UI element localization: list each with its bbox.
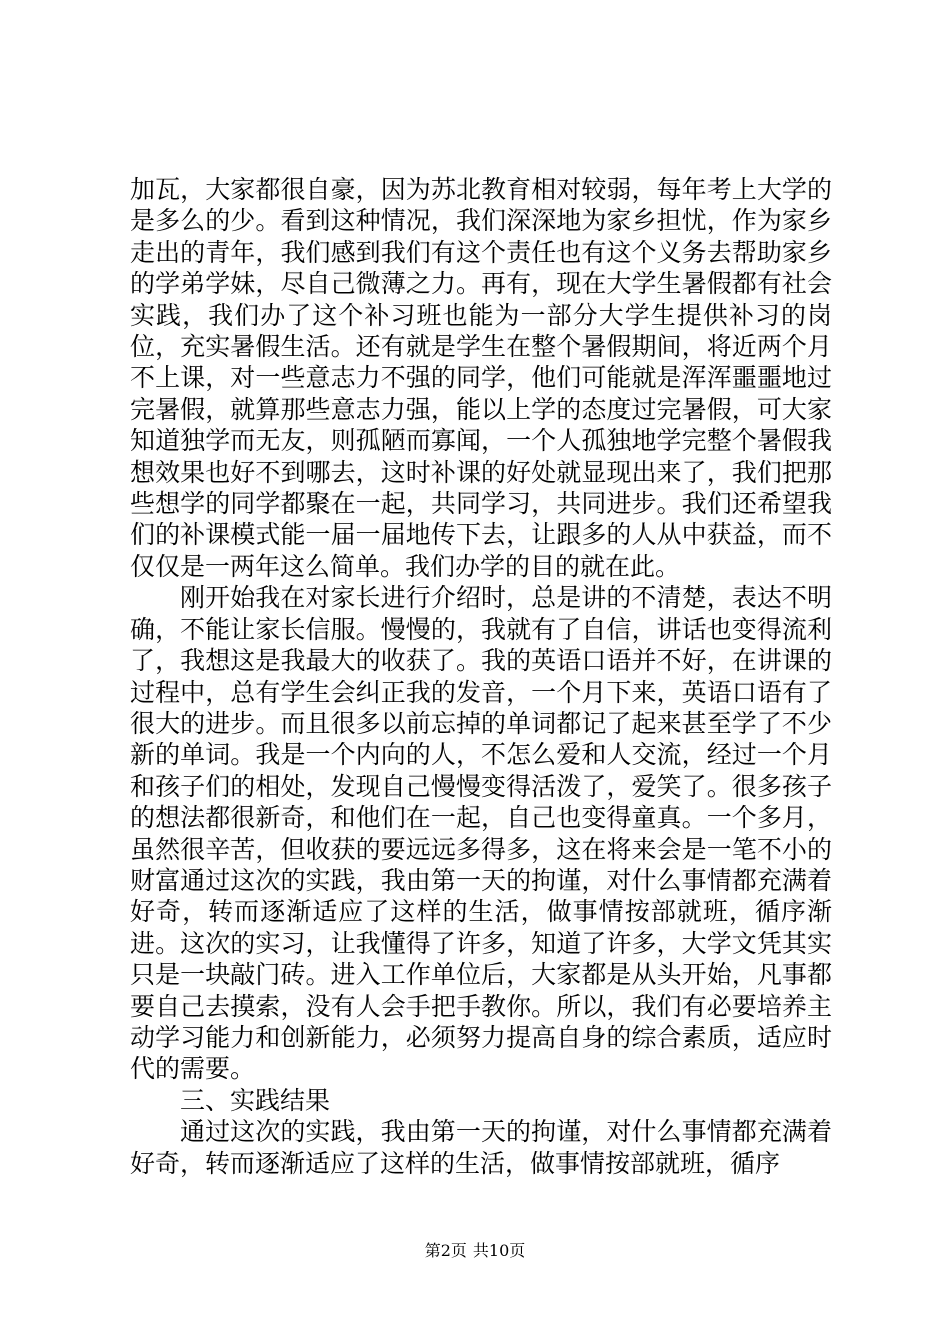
page-number: 第2页 [424, 1241, 467, 1260]
paragraph-results: 通过这次的实践，我由第一天的拘谨，对什么事情都充满着好奇，转而逐渐适应了这样的生活，做事情按部就班，循序 [130, 1117, 832, 1178]
paragraph-continuation: 加瓦，大家都很自豪，因为苏北教育相对较弱，每年考上大学的是多么的少。看到这种情况，我们深深地为家乡担忧，作为家乡走出的青年，我们感到我们有这个责任也有这个义务去帮助家乡的学弟学妹，尽自己微薄之力。再有，现在大学生暑假都有社会实践，我们办了这个补习班也能为一部分大学生提供补习的岗位，充实暑假生活。还有就是学生在整个暑假期间，将近两个月不上课，对一些意志力不强的同学，他们可能就是浑浑噩噩地过完暑假，就算那些意志力强，能以上学的态度过完暑假，可大家知道独学而无友，则孤陋而寡闻，一个人孤独地学完整个暑假我想效果也好不到哪去，这时补课的好处就显现出来了，我们把那些想学的同学都聚在一起，共同学习，共同进步。我们还希望我们的补课模式能一届一届地传下去，让跟多的人从中获益，而不仅仅是一两年这么简单。我们办学的目的就在此。 [130, 175, 832, 581]
page-footer [0, 1241, 950, 1261]
page-total: 共10页 [472, 1241, 526, 1260]
document-body [130, 174, 832, 1179]
paragraph-experience: 刚开始我在对家长进行介绍时，总是讲的不清楚，表达不明确，不能让家长信服。慢慢的，我就有了自信，讲话也变得流利了，我想这是我最大的收获了。我的英语口语并不好，在讲课的过程中，总有学生会纠正我的发音，一个月下来，英语口语有了很大的进步。而且很多以前忘掉的单词都记了起来甚至学了不少新的单词。我是一个内向的人，不怎么爱和人交流，经过一个月和孩子们的相处，发现自己慢慢变得活泼了，爱笑了。很多孩子的想法都很新奇，和他们在一起，自己也变得童真。一个多月，虽然很辛苦，但收获的要远远多得多，这在将来会是一笔不小的财富通过这次的实践，我由第一天的拘谨，对什么事情都充满着好奇，转而逐渐适应了这样的生活，做事情按部就班，循序渐进。这次的实习，让我懂得了许多，知道了许多，大学文凭其实只是一块敲门砖。进入工作单位后，大家都是从头开始，凡事都要自己去摸索，没有人会手把手教你。所以，我们有必要培养主动学习能力和创新能力，必须努力提高自身的综合素质，适应时代的需要。 [130, 583, 832, 1084]
section-heading-results: 三、实践结果 [180, 1085, 331, 1115]
